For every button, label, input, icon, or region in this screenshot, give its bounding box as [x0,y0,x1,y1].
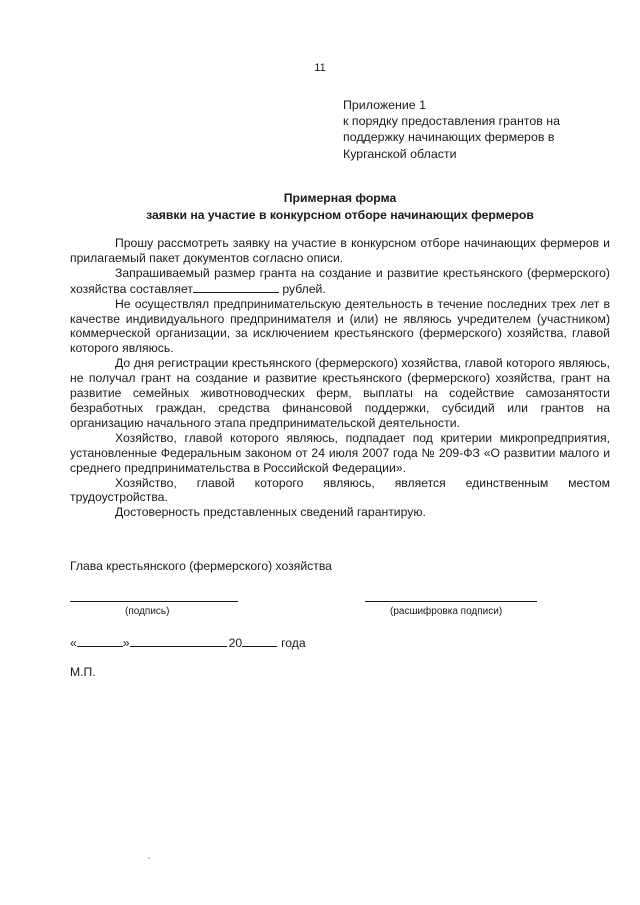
paragraph-sole-employment: Хозяйство, главой которого являюсь, является единственным местом трудоустройства. [70,475,610,505]
signature-decoding-line[interactable] [365,601,537,602]
signature-line[interactable] [70,601,238,602]
grant-amount-unit: рублей. [278,281,326,296]
appendix-line: к порядку предоставления грантов на [343,114,560,129]
month-blank[interactable] [130,635,227,647]
date-line [70,635,306,650]
title-line-1: Примерная форма [283,191,397,205]
appendix-line: Курганской области [343,146,457,161]
day-blank[interactable] [77,635,123,647]
year-word: года [281,636,306,650]
appendix-line: поддержку начинающих фермеров в [343,130,555,145]
stamp-place: М.П. [70,665,96,679]
paragraph-micro-enterprise: Хозяйство, главой которого являюсь, подпадает под критерии микропредприятия, установленные Федеральным законом от 24 июля 2007 года № 209-ФЗ «О развитии малого и среднего предпринимательства в Российской Федерации». [70,430,610,475]
paragraph-no-business: Не осуществлял предпринимательскую деятельность в течение последних трех лет в качестве индивидуального предпринимателя и (или) не являюсь учредителем (участником) коммерческой организации, за исключением крестьянского (фермерского) хозяйства, главой которого являюсь. [70,296,610,356]
title-line-2: заявки на участие в конкурсном отборе начинающих фермеров [146,208,534,222]
paragraph-no-previous-grants: До дня регистрации крестьянского (фермерского) хозяйства, главой которого являюсь, не получал грант на создание и развитие крестьянского (фермерского) хозяйства, грант на развитие семейных животноводческих ферм, выплаты на содействие самозанятости безработных граждан, средства финансовой поддержки, субсидий или грантов на организацию начального этапа предпринимательской деятельности. [70,356,610,430]
appendix-note [343,97,593,162]
date-open-quote: « [70,636,77,650]
scan-speck [148,857,150,859]
paragraph-request: Прошу рассмотреть заявку на участие в конкурсном отборе начинающих фермеров и прилагаемый пакет документов согласно описи. [70,236,610,265]
appendix-line: Приложение 1 [343,98,427,112]
page-number: 11 [314,62,326,74]
paragraph-guarantee: Достоверность представленных сведений гарантирую. [115,505,426,520]
paragraph-grant-amount [70,266,610,297]
application-body [70,236,610,520]
date-close-quote: » [122,636,130,650]
document-title [70,190,610,224]
signature-caption: (подпись) [125,606,170,617]
grant-amount-blank[interactable] [193,281,279,293]
year-blank[interactable] [242,635,277,647]
year-prefix: 20 [228,636,243,650]
signature-label: Глава крестьянского (фермерского) хозяйства [70,559,332,573]
signature-decoding-caption: (расшифровка подписи) [390,606,503,617]
grant-amount-text: Запрашиваемый размер гранта на создание и развитие крестьянского (фермерского) хозяйства составляет [70,265,610,296]
